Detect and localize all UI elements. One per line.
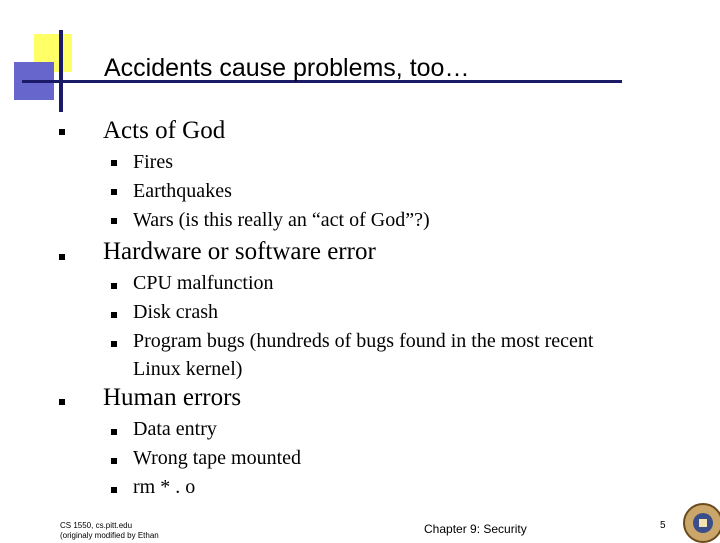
- list-item: CPU malfunction: [133, 272, 274, 294]
- section-heading: Hardware or software error: [103, 238, 376, 265]
- list-item-continuation: Linux kernel): [133, 358, 243, 380]
- list-item: Disk crash: [133, 301, 218, 323]
- bullet-marker: [59, 254, 65, 260]
- bullet-marker: [59, 399, 65, 405]
- list-item: rm * . o: [133, 476, 196, 498]
- bullet-marker: [59, 129, 65, 135]
- list-item: Wars (is this really an “act of God”?): [133, 209, 430, 231]
- list-item: Wrong tape mounted: [133, 447, 302, 469]
- decor-vertical-rule: [59, 30, 63, 112]
- list-item: Fires: [133, 151, 173, 173]
- university-seal-logo: [683, 503, 720, 543]
- page-number: 5: [660, 520, 666, 531]
- sub-bullet-marker: [111, 458, 117, 464]
- sub-bullet-marker: [111, 487, 117, 493]
- sub-bullet-marker: [111, 429, 117, 435]
- footer-chapter: Chapter 9: Security: [424, 522, 527, 536]
- slide-title: Accidents cause problems, too…: [104, 54, 470, 82]
- list-item: Data entry: [133, 418, 217, 440]
- footer-credit: (originaly modified by Ethan: [60, 531, 159, 540]
- sub-bullet-marker: [111, 341, 117, 347]
- sub-bullet-marker: [111, 312, 117, 318]
- footer-course: CS 1550, cs.pitt.edu: [60, 521, 133, 530]
- list-item: Program bugs (hundreds of bugs found in the most recent: [133, 330, 594, 352]
- sub-bullet-marker: [111, 218, 117, 224]
- sub-bullet-marker: [111, 160, 117, 166]
- sub-bullet-marker: [111, 189, 117, 195]
- footer-course-info: [60, 521, 159, 541]
- section-heading: Human errors: [103, 384, 242, 411]
- sub-bullet-marker: [111, 283, 117, 289]
- section-heading: Acts of God: [103, 117, 226, 144]
- list-item: Earthquakes: [133, 180, 232, 202]
